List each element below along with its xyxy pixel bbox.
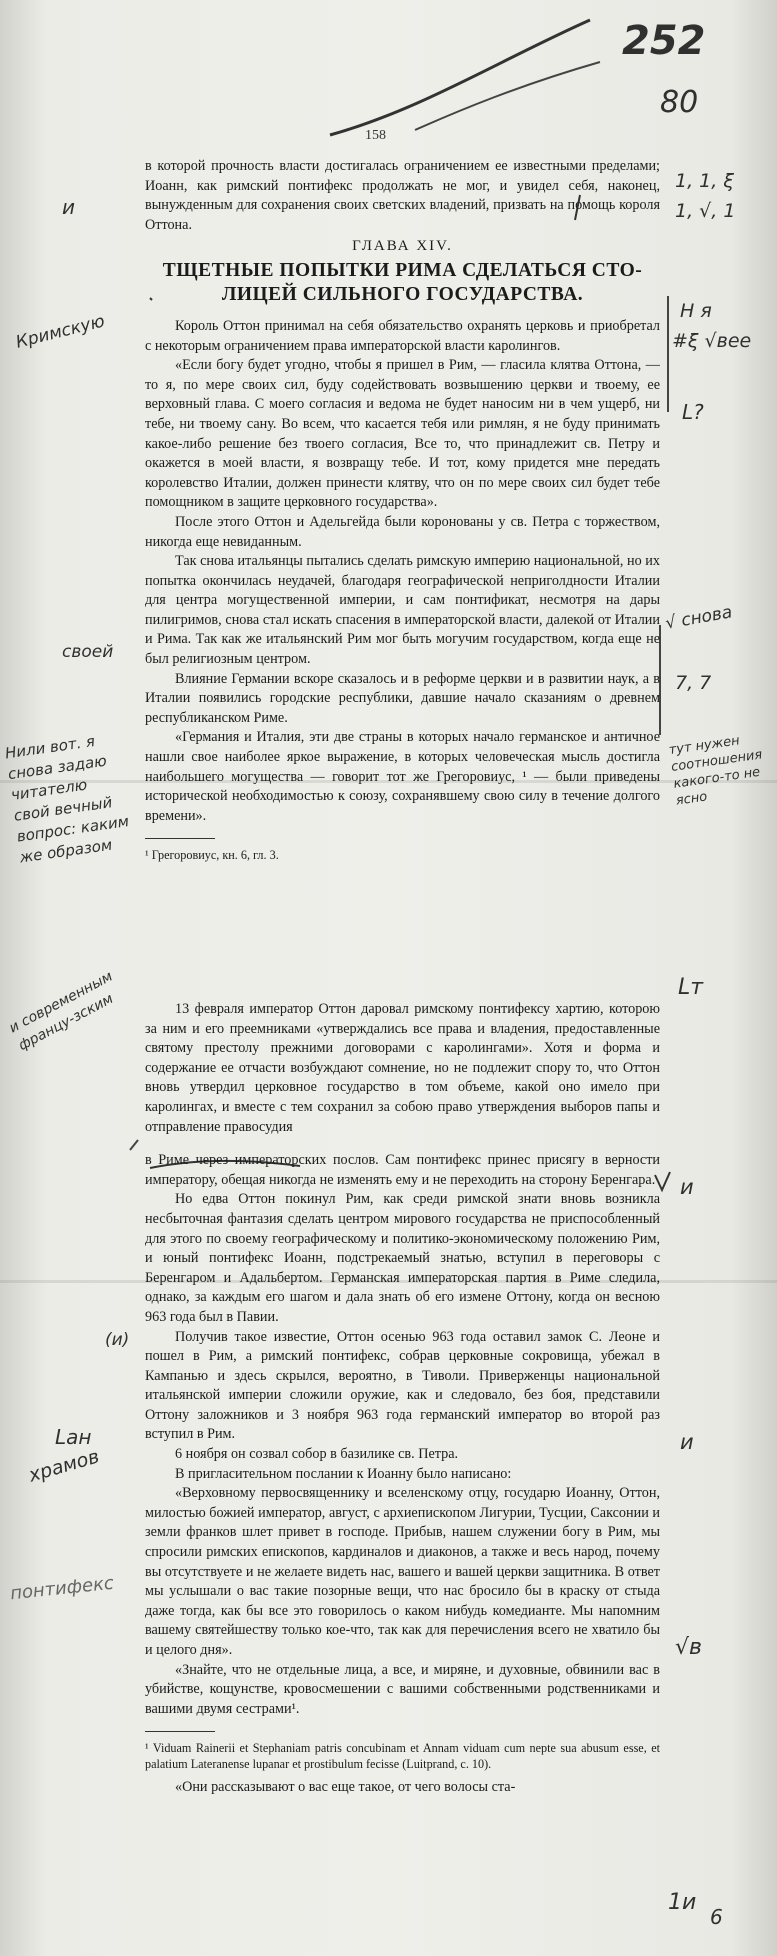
margin-note: 6 [710, 1905, 723, 1929]
text-column-1 [145, 157, 660, 863]
chapter-heading: ГЛАВА XIV. [352, 238, 453, 255]
margin-note: тут нужен соотношения какого-то не ясно [667, 733, 764, 809]
margin-note: L? [682, 400, 704, 424]
footnote: ¹ Грегоровиус, кн. 6, гл. 3. [145, 848, 279, 863]
margin-note: Lан [55, 1425, 92, 1449]
paragraph: «Германия и Италия, эти две страны в которых начало германское и античное нашли свое наиболее яркое выражение, в которых человеческая мысль достигла наибольшего могущества — говорит тот же Грегоровиус, ¹ — были приведены исторической необходимостью к союзу, сохранявшему свою силу в течение долгого времени». [145, 729, 660, 824]
paragraph: Получив такое известие, Оттон осенью 963 года оставил замок С. Леоне и пошел в Рим, а римский понтифекс, собрав церковные сокровища, убежал в Кампанью и здесь скрылся, вероятно, в Тиволи. Приверженцы национальной итальянской империи сложили оружие, как и следовало, без боя, представили Оттону заложников и 3 ноября 963 года германский император во второй раз вступил в Рим. [145, 1328, 660, 1443]
opening-paragraph: в которой прочность власти достигалась ограничением ее известными пределами; Иоанн, как римский понтифекс продолжать не мог, и увидел себя, наконец, вынужденным для сохранения своих светских владений, призвать на помощь короля Оттона. [145, 158, 660, 233]
paragraph: Король Оттон принимал на себя обязательство охранять церковь и приобретал с некоторым ограничением права императорской власти каролингов. [145, 317, 660, 354]
margin-note: храмов [26, 1445, 102, 1487]
margin-note: Lт [678, 975, 704, 1000]
footnote: ¹ Viduam Rainerii et Stephaniam patris concubinam et Annam viduam cum nepte sua abusum esse, et palatium Lateranense lupanar et prostibulum fecisse (Luitprand, c. 10). [145, 1741, 660, 1772]
paragraph: После этого Оттон и Адельгейда были коронованы у св. Петра с торжеством, никогда еще невиданным. [145, 513, 660, 550]
paragraph: 6 ноября он созвал собор в базилике св. Петра. [175, 1446, 459, 1463]
paragraph: «Знайте, что не отдельные лица, а все, и миряне, и духовные, обвинили вас в убийстве, кощунстве, кровосмешении с вашими собственными родственниками и вашими двумя сестрами¹. [145, 1661, 660, 1717]
margin-note: Нили вот. я снова задаю читателю свой вечный вопрос: каким же образом [3, 732, 130, 867]
paragraph: Но едва Оттон покинул Рим, как среди римской знати вновь возникла несбыточная фантазия сделать центром мирового государства не приспособленный для этого по своему географическому и политико-экономическому положению Рим, и юный понтифекс Иоанн, подстрекаемый знатью, вступил в переговоры с Беренгаром и Адальбертом. Германская императорская партия в Риме следила, однако, за каждым его шагом и дала знать об его измене Оттону, когда он весною 963 года был в Павии. [145, 1191, 660, 1325]
footnote-divider [145, 1731, 215, 1732]
margin-note: и [62, 195, 75, 219]
archive-number-2: 80 [660, 85, 699, 120]
paragraph: 13 февраля император Оттон даровал римскому понтифексу хартию, которою за ним и его преемниками «утверждались все права и владения, предоставленные святому престолу прежними договорами с каролингами». Хотя и форма и содержание ее отчасти возбуждают сомнение, но не подлежит спору то, что Оттон вновь утвердил церковное государство в том объеме, какой оно имело при каролингах, и вместе с тем сохранил за собою право утверждения выборов папы и отправление правосудия [145, 1001, 660, 1135]
chapter-title [145, 259, 660, 307]
margin-note: своей [62, 642, 114, 662]
margin-note: Н я [680, 300, 712, 322]
footnote-divider [145, 838, 215, 839]
text-column-2 [145, 1000, 660, 1798]
margin-note: Кримскую [13, 311, 107, 353]
margin-note: и [680, 1175, 694, 1199]
paragraph: в Риме через императорских послов. Сам понтифекс принес присягу в верности императору, обещая никогда не изменять ему и не переходить на сторону Беренгара. [145, 1152, 660, 1188]
margin-note: √в [675, 1635, 702, 1660]
margin-note: 7, 7 [675, 672, 712, 694]
chapter-title-line-1: ТЩЕТНЫЕ ПОПЫТКИ РИМА СДЕЛАТЬСЯ СТО- [162, 259, 643, 281]
last-line: «Они рассказывают о вас еще такое, от чего волосы ста- [175, 1779, 516, 1796]
margin-note: 1и [668, 1890, 697, 1915]
paragraph: Так снова итальянцы пытались сделать римскую империю национальной, но их попытка окончилась неудачей, благодаря географической неприголдности Италии для центра могущественной империи, и сам понтификат, несмотря на дары пилигримов, снова стал искать спасения в императорской власти, далекой от Италии и Рима. Так как же итальянский Рим мог быть могучим государством, когда еще не был религиозным центром. [145, 553, 660, 668]
paragraph: Влияние Германии вскоре сказалось и в реформе церкви и в развитии наук, а в Италии появились городские республики, давшие начало сказаниям о древнем республиканском Риме. [145, 670, 660, 726]
page-number: 158 [365, 128, 386, 143]
margin-note: понтифекс [9, 1572, 115, 1605]
margin-note: 1, 1, ξ [675, 170, 734, 192]
margin-note: и современным францу-зским [6, 968, 116, 1055]
paragraph: «Если богу будет угодно, чтобы я пришел в Рим, — гласила клятва Оттона, — то я, по мере своих сил, буду содействовать возвышению церкви и твоему, ее верховный глава. С моего согласия и ведома не будет наносим ни в чем ущерб, ни тебе, ни твоему сану. Во всем, что касается тебя или римлян, я не буду принимать какое-либо решение без твоего согласия, Все то, что принадлежит св. Петру и окажется в моей власти, я возвращу тебе. И тот, кому придется мне передать королевство Италии, должен принести клятву, что он по мере своих сил будет тебе помощником в защите церковного государства». [145, 357, 660, 511]
margin-note: (и) [105, 1330, 130, 1350]
archive-number: 252 [622, 18, 706, 64]
margin-note: √ снова [663, 602, 734, 634]
chapter-title-line-2: ЛИЦЕЙ СИЛЬНОГО ГОСУДАРСТВА. [221, 283, 584, 305]
paragraph: «Верховному первосвященнику и вселенскому отцу, государю Иоанну, Оттон, милостью божией император, август, с архиепископом Лигурии, Тусции, Саксонии и земли франков шлет привет в господе. Прибыв, нашем служении богу в Рим, мы спросили римских епископов, кардиналов и диаконов, а также и весь народ, почему вы отсутствуете и не желаете видеть нас, вашего и вашей церкви защитника. В ответ мы услышали о вас такие позорные вещи, что нас бросило бы в краску от стыда даже тогда, как бы все это говорилось о каком нибудь комедианте. Мы напомним вашему святейшеству только кое-что, так как для перечисления всего не хватило бы и целого дня». [145, 1485, 660, 1658]
margin-note: #ξ √вее [672, 330, 752, 352]
margin-note: и [680, 1430, 694, 1454]
margin-note: 1, √, 1 [675, 200, 736, 222]
paragraph: В пригласительном послании к Иоанну было написано: [175, 1465, 512, 1482]
